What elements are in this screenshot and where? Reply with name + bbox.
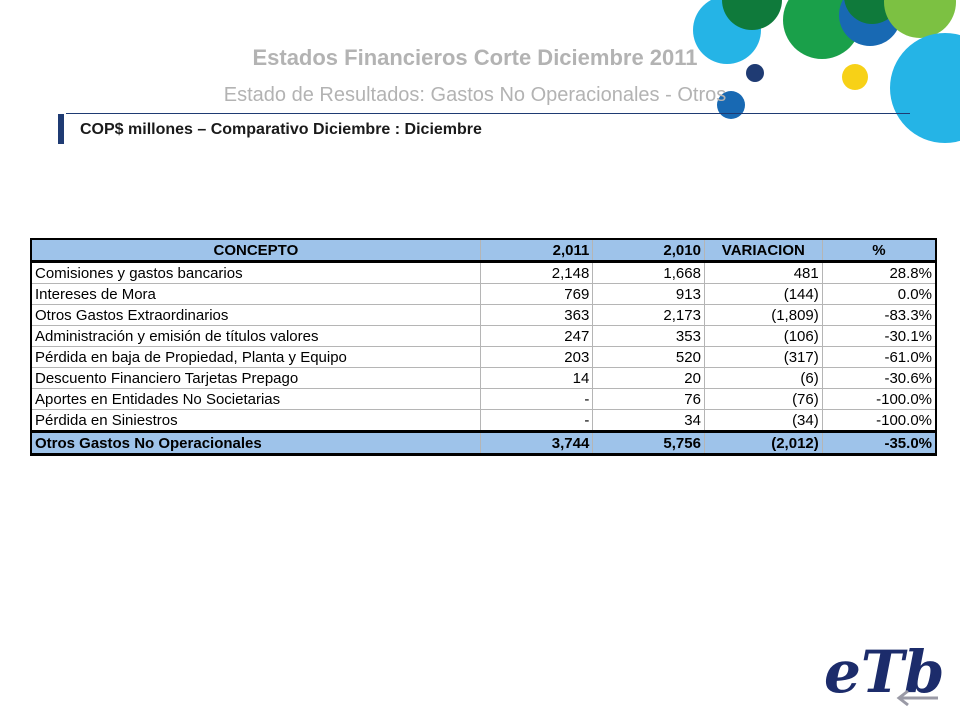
table-row [31, 284, 936, 305]
cell-concepto: Descuento Financiero Tarjetas Prepago [31, 368, 480, 389]
table-row [31, 389, 936, 410]
cell-variacion: (6) [704, 368, 822, 389]
cell-concepto: Otros Gastos Extraordinarios [31, 305, 480, 326]
cell-concepto: Aportes en Entidades No Societarias [31, 389, 480, 410]
slide-title: Estados Financieros Corte Diciembre 2011 [252, 45, 698, 70]
cell-2010: 2,173 [593, 305, 705, 326]
cell-pct: 28.8% [822, 262, 936, 284]
cell-pct: -83.3% [822, 305, 936, 326]
cell-pct: -61.0% [822, 347, 936, 368]
table-row [31, 305, 936, 326]
table-row [31, 262, 936, 284]
total-pct: -35.0% [822, 432, 936, 455]
cell-2011: 2,148 [480, 262, 593, 284]
cell-2010: 913 [593, 284, 705, 305]
header-2010: 2,010 [593, 239, 705, 262]
cell-concepto: Administración y emisión de títulos valores [31, 326, 480, 347]
cell-concepto: Intereses de Mora [31, 284, 480, 305]
cell-2011: - [480, 389, 593, 410]
cell-2011: - [480, 410, 593, 432]
cell-variacion: (144) [704, 284, 822, 305]
cell-2011: 247 [480, 326, 593, 347]
cell-2010: 520 [593, 347, 705, 368]
table-row [31, 326, 936, 347]
header-variacion: VARIACION [704, 239, 822, 262]
header-rule [66, 113, 910, 114]
cell-2010: 34 [593, 410, 705, 432]
total-variacion: (2,012) [704, 432, 822, 455]
total-concepto: Otros Gastos No Operacionales [31, 432, 480, 455]
cell-2010: 76 [593, 389, 705, 410]
cell-variacion: (76) [704, 389, 822, 410]
cell-pct: -30.6% [822, 368, 936, 389]
cell-variacion: (1,809) [704, 305, 822, 326]
cell-2010: 353 [593, 326, 705, 347]
etb-logo-text: eTb [824, 638, 945, 706]
cell-pct: -30.1% [822, 326, 936, 347]
cell-pct: -100.0% [822, 410, 936, 432]
cell-2010: 1,668 [593, 262, 705, 284]
units-caption: COP$ millones – Comparativo Diciembre : Diciembre [80, 121, 482, 138]
cell-variacion: 481 [704, 262, 822, 284]
cell-concepto: Pérdida en Siniestros [31, 410, 480, 432]
table-row [31, 368, 936, 389]
cell-variacion: (34) [704, 410, 822, 432]
slide-subtitle: Estado de Resultados: Gastos No Operacionales - Otros [223, 84, 727, 106]
cell-2011: 769 [480, 284, 593, 305]
cell-concepto: Pérdida en baja de Propiedad, Planta y Equipo [31, 347, 480, 368]
table-row [31, 410, 936, 432]
table-header-row [31, 239, 936, 262]
total-2011: 3,744 [480, 432, 593, 455]
cell-variacion: (317) [704, 347, 822, 368]
cell-2011: 363 [480, 305, 593, 326]
etb-logo [822, 632, 952, 712]
total-2010: 5,756 [593, 432, 705, 455]
cell-pct: -100.0% [822, 389, 936, 410]
table-total-row [31, 432, 936, 455]
cell-2011: 203 [480, 347, 593, 368]
table-row [31, 347, 936, 368]
cell-pct: 0.0% [822, 284, 936, 305]
cell-concepto: Comisiones y gastos bancarios [31, 262, 480, 284]
cell-2011: 14 [480, 368, 593, 389]
header-pct: % [822, 239, 936, 262]
header-2011: 2,011 [480, 239, 593, 262]
cell-2010: 20 [593, 368, 705, 389]
gastos-table [30, 238, 937, 456]
cell-variacion: (106) [704, 326, 822, 347]
header-concepto: CONCEPTO [31, 239, 480, 262]
accent-bar [58, 114, 64, 144]
